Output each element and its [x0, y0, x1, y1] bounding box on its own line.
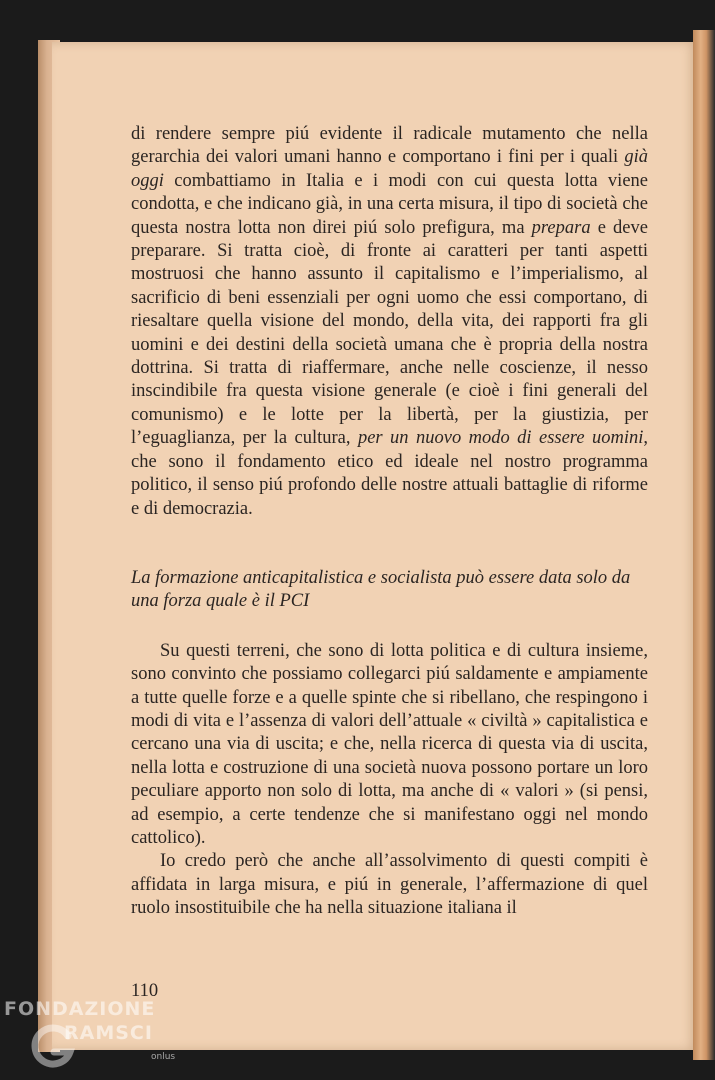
section-heading: La formazione anticapitalistica e socialista può essere data solo da una forza quale è il PCI	[131, 567, 631, 612]
paragraph-1-emphasis-c: per un nuovo modo di essere uomini	[357, 428, 644, 449]
paragraph-1-text-b: combattiamo in Italia e i modi con cui questa lotta viene condotta, e che indicano già, in una certa misura, il tipo di società che questa nostra lotta non direi piú solo prefigura, ma	[131, 170, 648, 238]
facing-page-edge	[693, 30, 715, 1060]
watermark-line-2: RAMSCI	[64, 1022, 153, 1044]
watermark-suffix: onlus	[151, 1052, 176, 1062]
paragraph-3: Io credo però che anche all’assolvimento di questi compiti è affidata in larga misura, e piú in generale, l’affermazione di quel ruolo insostituibile che ha nella situazione italiana il	[131, 851, 648, 919]
paragraph-1-text-c: e deve preparare. Si tratta cioè, di fronte ai caratteri per tanti aspetti mostruosi che hanno assunto il capitalismo e l’imperialismo, al sacrificio di beni essenziali per ogni uomo che essi comportano, di riesaltare quella visione del mondo, della vita, dei rapporti fra gli uomini e dei destini della società umana che è propria della nostra dottrina. Si tratta di riaffermare, anche nelle coscienze, il nesso inscindibile fra questa visione generale (e cioè i fini generali del comunismo) e le lotte per la libertà, per la giustizia, per l’eguaglianza, per la cultura,	[131, 217, 648, 449]
fondazione-gramsci-watermark	[4, 998, 176, 1062]
page-number: 110	[131, 981, 159, 1001]
paragraph-1-text-d: , che sono il fondamento etico ed ideale nel nostro programma politico, il senso piú profondo delle nostre attuali battaglie di riforme e di democrazia.	[131, 428, 648, 519]
paragraph-1-emphasis-a: già oggi	[131, 147, 648, 191]
paragraph-1	[131, 123, 648, 521]
paragraph-1-text-a: di rendere sempre piú evidente il radicale mutamento che nella gerarchia dei valori umani hanno e comportano i fini per i quali	[131, 124, 648, 168]
paragraph-2: Su questi terreni, che sono di lotta politica e di cultura insieme, sono convinto che possiamo collegarci piú saldamente e ampiamente a tutte quelle forze e a quelle spinte che si ribellano, che respingono i modi di vita e l’assenza di valori dell’attuale « civiltà » capitalistica e cercano una via di uscita; e che, nella ricerca di questa via di uscita, nella lotta e costruzione di una società nuova possono portare un loro peculiare apporto non solo di lotta, ma anche di « valori » (si pensi, ad esempio, a certe tendenze che si manifestano oggi nel mondo cattolico).	[131, 640, 648, 848]
page-body	[131, 123, 648, 921]
watermark-line-1: FONDAZIONE	[4, 998, 156, 1020]
paragraph-1-emphasis-b: prepara	[531, 217, 591, 238]
